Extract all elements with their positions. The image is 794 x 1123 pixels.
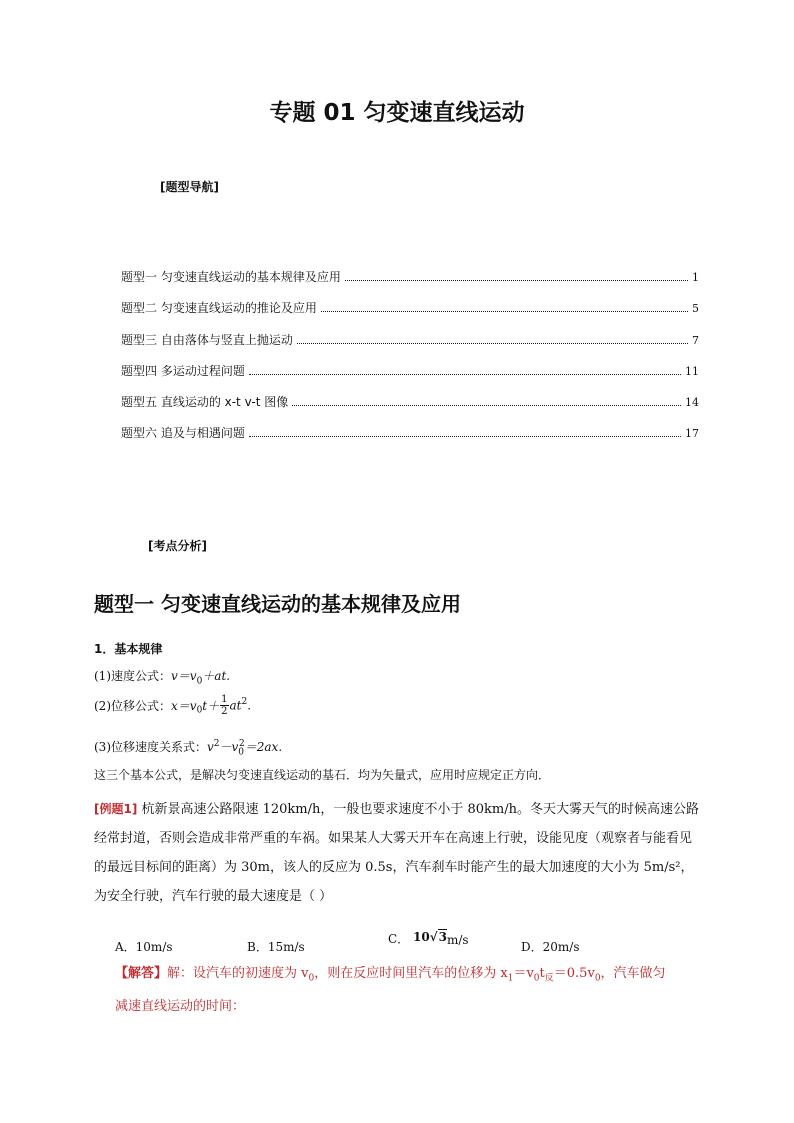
option-b[interactable]: B．15m/s xyxy=(247,940,305,954)
note-text: 这三个基本公式，是解决匀变速直线运动的基石．均为矢量式，应用时应规定正方向． xyxy=(94,768,551,782)
example-text: 杭新景高速公路限速 120km/h，一般也要求速度不小于 80km/h。冬天大雾天气的时候高速公路经常封道，否则会造成非常严重的车祸。如果某人大雾天开车在高速上行驶，设能见度（观察者与能看见的最远目标间的距离）为 30m，该人的反应为 0.5s，汽车刹车时能产生的最大加速度的大小为 5m/s²，为安全行驶，汽车行驶的最大速度是（ ） xyxy=(94,802,700,904)
formula-label: (2)位移公式： xyxy=(94,699,171,713)
toc-leader-dots xyxy=(321,310,688,312)
formula-body: v＝v xyxy=(171,669,197,683)
answer-line-1 xyxy=(115,960,666,993)
option-c-prefix: C． xyxy=(388,932,410,946)
toc-item-page: 7 xyxy=(692,334,699,347)
formula-label: (3)位移速度关系式： xyxy=(94,740,207,754)
subscript: 0 xyxy=(238,747,245,758)
analysis-header: [考点分析] xyxy=(148,539,207,553)
fraction-denominator: 2 xyxy=(221,706,228,717)
toc-leader-dots xyxy=(249,373,681,375)
subscript: 0 xyxy=(308,973,315,984)
toc-item-label: 题型三 自由落体与竖直上抛运动 xyxy=(121,333,293,347)
answer-text: ＝0.5v xyxy=(553,966,595,981)
formula-label: (1)速度公式： xyxy=(94,669,171,683)
answer-text: 解：设汽车的初速度为 v xyxy=(167,966,309,981)
toc-item-label: 题型二 匀变速直线运动的推论及应用 xyxy=(121,301,317,315)
page-title: 专题 01 匀变速直线运动 xyxy=(269,100,525,126)
answer-text: ，则在反应时间里汽车的位移为 x xyxy=(314,966,508,981)
option-c[interactable] xyxy=(388,930,469,947)
answer-text: t xyxy=(539,966,545,981)
answer-block xyxy=(115,960,666,1021)
toc-item-page: 14 xyxy=(685,396,699,409)
formula-body: v xyxy=(207,740,214,754)
example-1 xyxy=(94,795,702,911)
toc-item[interactable] xyxy=(121,331,699,348)
formula-tail: ＝2ax. xyxy=(244,740,283,754)
sqrt-coefficient: 10 xyxy=(413,930,430,944)
toc-item-label: 题型一 匀变速直线运动的基本规律及应用 xyxy=(121,270,341,284)
option-c-unit: m/s xyxy=(446,933,469,947)
section-title: 题型一 匀变速直线运动的基本规律及应用 xyxy=(94,592,461,616)
formula-mid: t＋ xyxy=(202,699,220,713)
superscript: 2 xyxy=(239,739,245,749)
toc-item[interactable] xyxy=(121,393,699,410)
toc-item[interactable] xyxy=(121,424,699,441)
formula-velocity xyxy=(94,667,230,686)
option-d[interactable]: D．20m/s xyxy=(521,940,580,954)
toc-item-label: 题型六 追及与相遇问题 xyxy=(121,426,245,440)
superscript: 2 xyxy=(241,697,248,707)
answer-text: ＝v xyxy=(513,966,534,981)
toc-leader-dots xyxy=(297,342,688,344)
subscript: 0 xyxy=(196,705,203,716)
basic-law-heading: 1．基本规律 xyxy=(94,642,163,656)
superscript: 2 xyxy=(213,739,220,749)
formula-tail: ＋at. xyxy=(202,669,231,683)
toc-item-page: 1 xyxy=(692,271,699,284)
subscript: 0 xyxy=(533,973,540,984)
answer-text: ，汽车做匀 xyxy=(600,966,666,981)
toc-leader-dots xyxy=(292,404,681,406)
toc-item[interactable] xyxy=(121,268,699,285)
toc-item[interactable] xyxy=(121,362,699,379)
subscript: 0 xyxy=(196,676,203,687)
formula-displacement: (2)位移公式：$x=v_0t+$ $\frac{1}{2}$ $at^2$. xyxy=(94,694,252,717)
sqrt-radicand: 3 xyxy=(438,930,447,944)
nav-header: [题型导航] xyxy=(160,180,219,194)
formula-tail: at xyxy=(229,698,242,713)
example-tag: [例题1] xyxy=(94,802,138,816)
answer-tag: 【解答】 xyxy=(115,966,168,981)
subscript: 反 xyxy=(544,973,554,984)
formula-velocity-displacement: (3)位移速度关系式：$v^2-v_0^2=2ax$. xyxy=(94,739,283,758)
sqrt-expression: 10√3 xyxy=(413,930,447,944)
toc-leader-dots xyxy=(249,435,681,437)
fraction-numerator: 1 xyxy=(221,694,228,705)
toc-item[interactable] xyxy=(121,299,699,316)
answer-line-2: 减速直线运动的时间： xyxy=(115,998,246,1014)
option-a[interactable]: A．10m/s xyxy=(115,940,173,954)
toc-item-label: 题型四 多运动过程问题 xyxy=(121,364,245,378)
toc-leader-dots xyxy=(345,279,688,281)
toc-item-label: 题型五 直线运动的 x-t v-t 图像 xyxy=(121,395,289,409)
subscript: 0 xyxy=(594,973,601,984)
toc-item-page: 17 xyxy=(685,427,699,440)
toc-item-page: 11 xyxy=(685,365,699,378)
formula-body: x＝v xyxy=(171,699,197,713)
subscript: 1 xyxy=(507,973,514,984)
fraction xyxy=(220,694,228,717)
toc-item-page: 5 xyxy=(692,302,699,315)
